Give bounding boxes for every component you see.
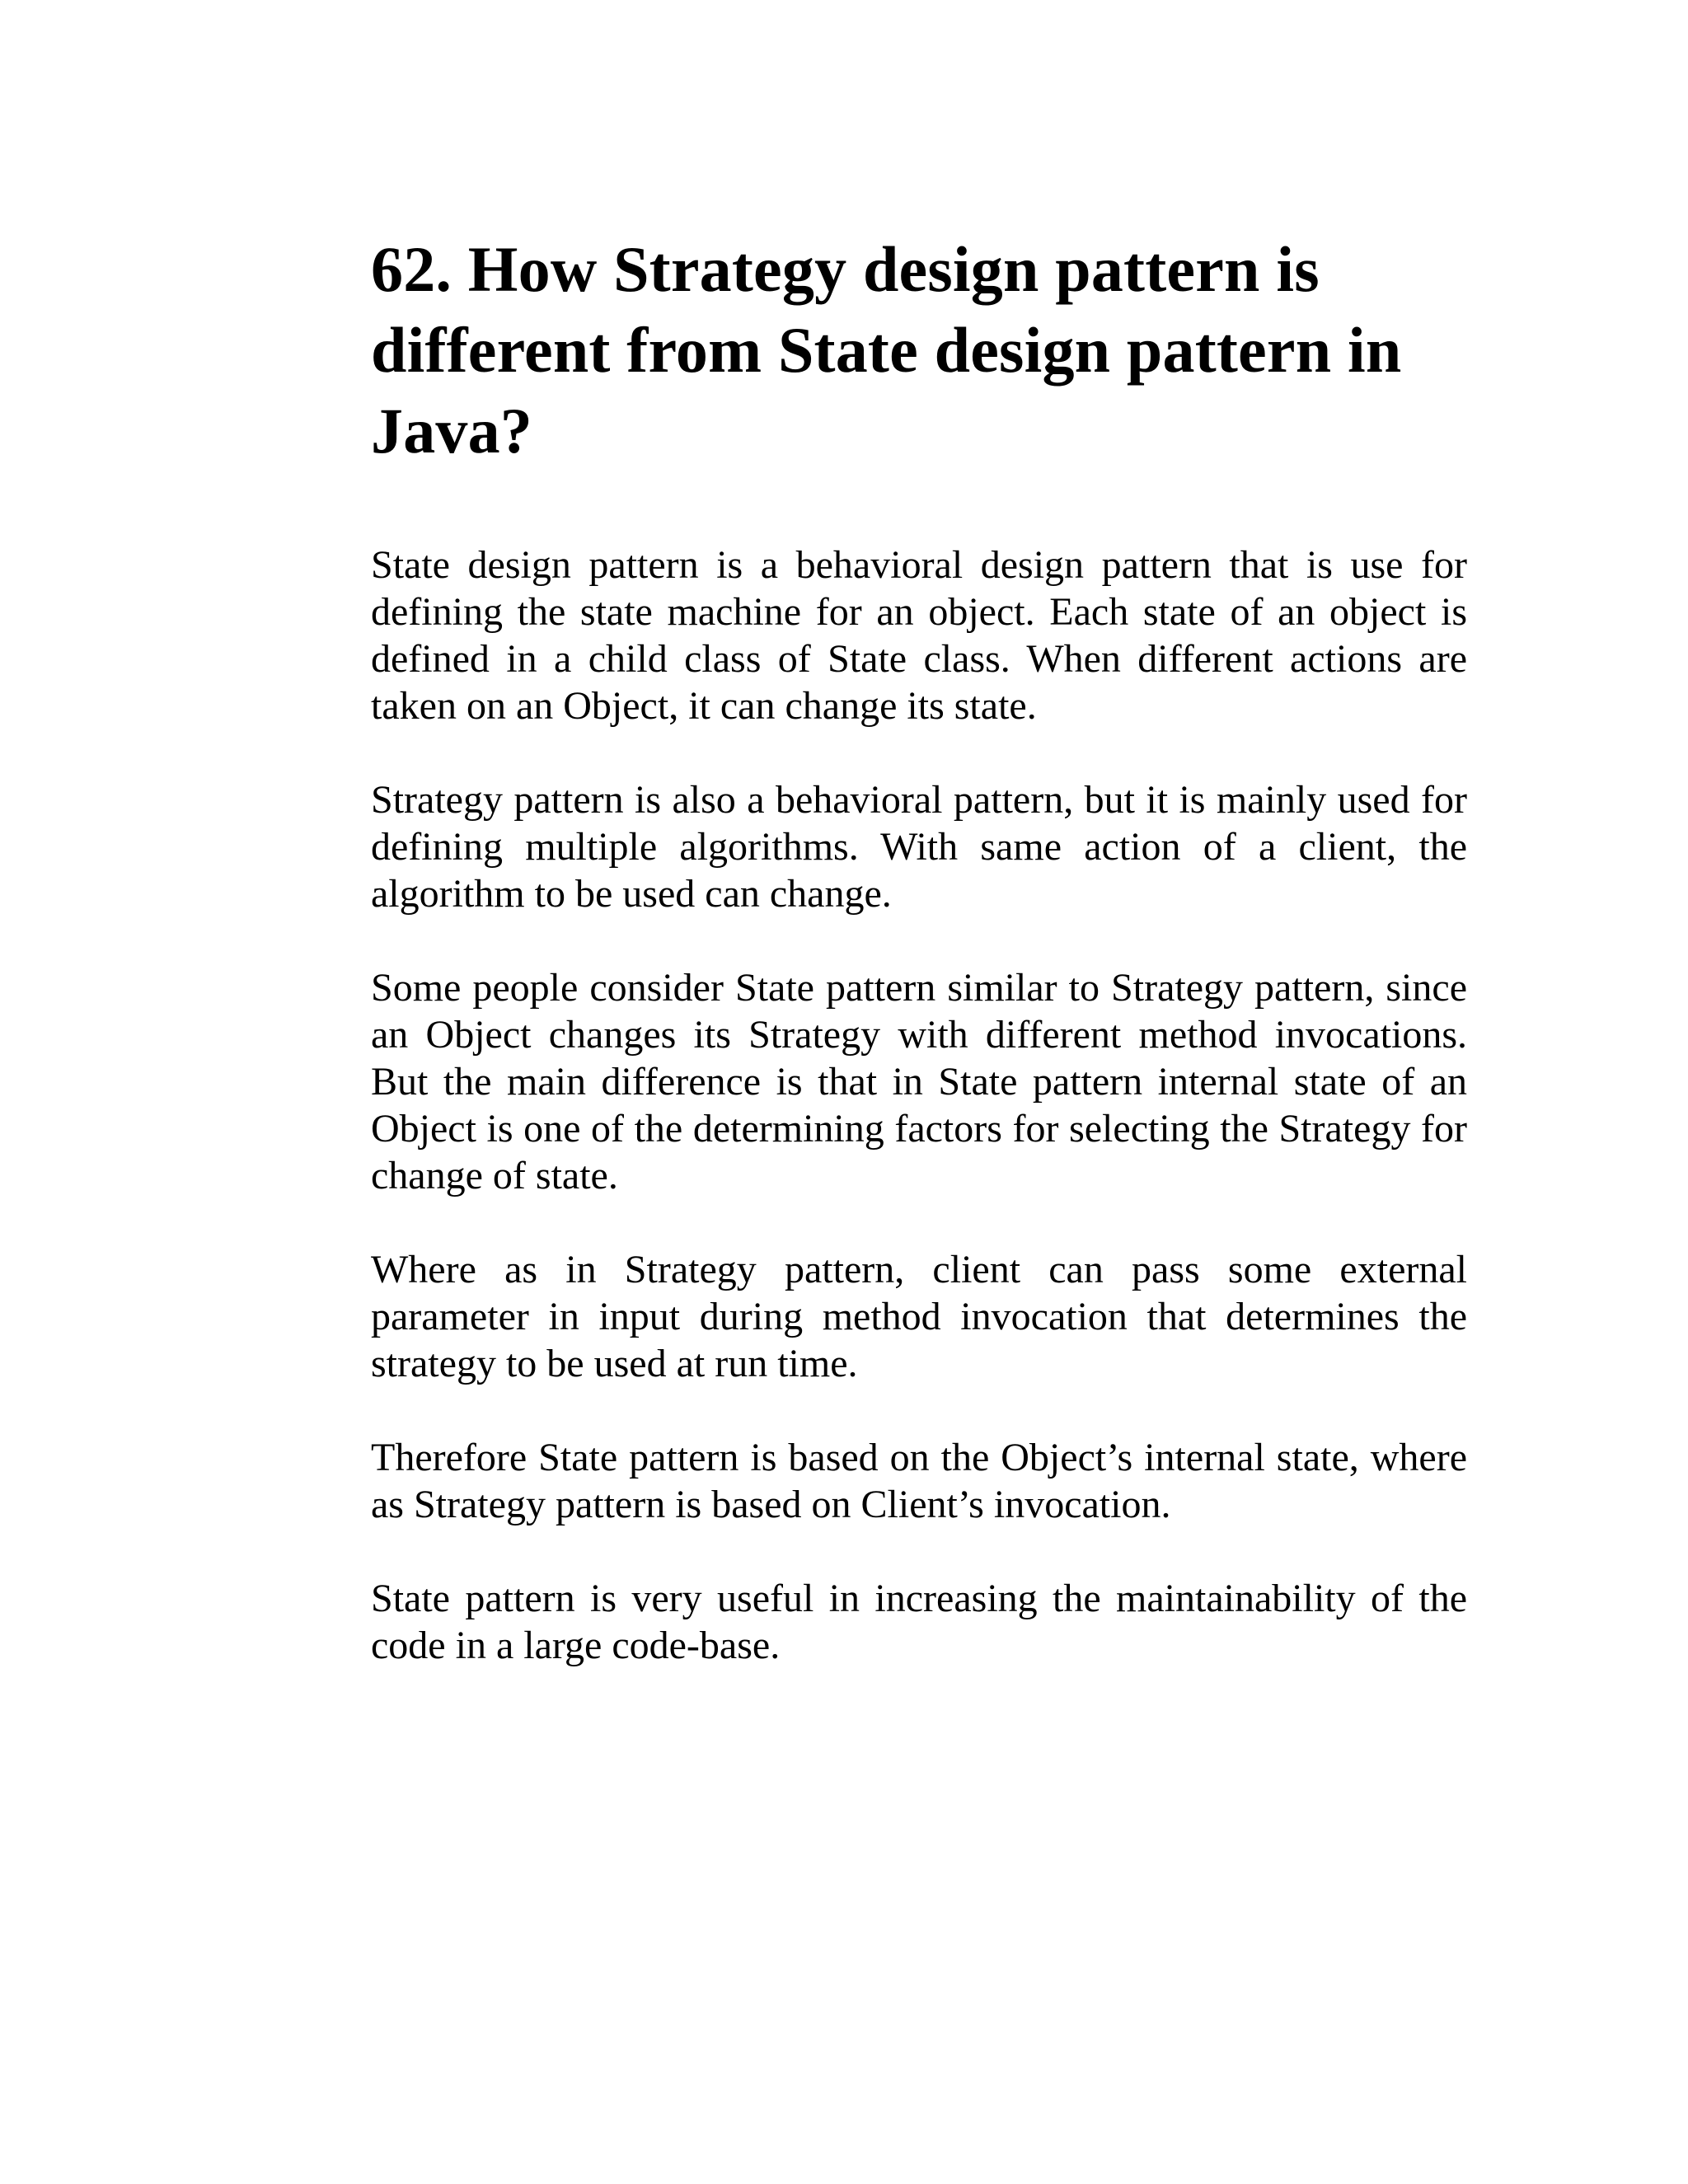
page-content <box>371 229 1467 1716</box>
paragraph-strategy-pattern-definition: Strategy pattern is also a behavioral pattern, but it is mainly used for defining multiple algorithms. With same action of a client, the algorithm to be used can change. <box>371 778 1467 916</box>
paragraph-main-difference: Some people consider State pattern similar to Strategy pattern, since an Object changes its Strategy with different method invocations. But the main difference is that in State pattern internal state of an Object is one of the determining factors for selecting the Strategy for change of state. <box>371 966 1467 1197</box>
paragraph-state-pattern-definition: State design pattern is a behavioral design pattern that is use for defining the state machine for an object. Each state of an object is defined in a child class of State class. When different actions are taken on an Object, it can change its state. <box>371 543 1467 728</box>
answer-body <box>371 541 1467 1669</box>
paragraph-summary: Therefore State pattern is based on the Object’s internal state, where as Strategy pattern is based on Client’s invocation. <box>371 1436 1467 1526</box>
question-title: 62. How Strategy design pattern is different from State design pattern in Java? <box>371 233 1402 466</box>
paragraph-state-usefulness: State pattern is very useful in increasing the maintainability of the code in a large code-base. <box>371 1577 1467 1667</box>
paragraph-strategy-client-parameter: Where as in Strategy pattern, client can pass some external parameter in input during method invocation that determines the strategy to be used at run time. <box>371 1248 1467 1385</box>
